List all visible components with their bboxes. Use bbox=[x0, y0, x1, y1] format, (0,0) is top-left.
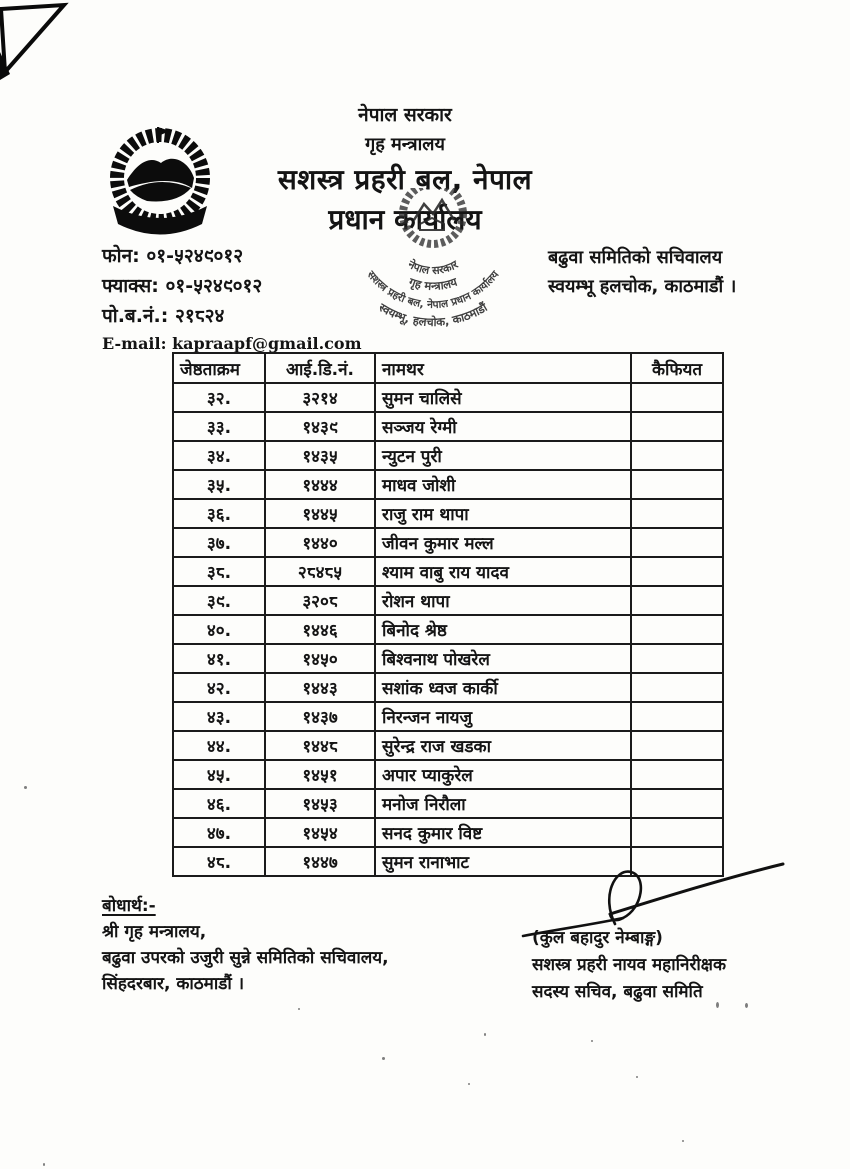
cell-id-number: १४४७ bbox=[265, 847, 375, 876]
cell-name: सशांक ध्वज कार्की bbox=[375, 673, 631, 702]
email-label: E-mail: bbox=[102, 334, 167, 353]
header-name: नामथर bbox=[375, 353, 631, 383]
table-row bbox=[173, 470, 723, 499]
scan-speck bbox=[636, 1076, 638, 1078]
copy-to-heading: बोधार्थ:- bbox=[102, 896, 156, 916]
cell-id-number: १४५३ bbox=[265, 789, 375, 818]
signatory-name: (कुल बहादुर नेम्बाङ्ग) bbox=[532, 928, 663, 948]
secretariat-block bbox=[548, 243, 736, 301]
svg-text:नेपाल सरकार bbox=[405, 256, 461, 277]
cell-name: राजु राम थापा bbox=[375, 499, 631, 528]
table-row bbox=[173, 557, 723, 586]
table-row bbox=[173, 412, 723, 441]
phone-line: फोन: ०१-५२४९०१२ bbox=[102, 245, 244, 267]
cell-seniority: ३२. bbox=[173, 383, 265, 412]
stamp-text-ministry: गृह मन्त्रालय bbox=[407, 274, 459, 294]
cell-seniority: ३९. bbox=[173, 586, 265, 615]
cell-id-number: १४५४ bbox=[265, 818, 375, 847]
cell-id-number: १४४३ bbox=[265, 673, 375, 702]
cell-remarks bbox=[631, 673, 723, 702]
cell-name: निरन्जन नायजु bbox=[375, 702, 631, 731]
pobox-line: पो.ब.नं.: २१८२४ bbox=[102, 305, 225, 327]
folded-corner-artifact bbox=[0, 0, 75, 85]
cell-seniority: ३८. bbox=[173, 557, 265, 586]
contact-block bbox=[102, 241, 362, 357]
table-row bbox=[173, 586, 723, 615]
cell-name: न्युटन पुरी bbox=[375, 441, 631, 470]
cell-name: श्याम वाबु राय यादव bbox=[375, 557, 631, 586]
cell-name: सनद कुमार विष्ट bbox=[375, 818, 631, 847]
fax-line: फ्याक्स: ०१-५२४९०१२ bbox=[102, 275, 263, 297]
copy-to-line2: बढुवा उपरको उजुरी सुन्ने समितिको सचिवालय, bbox=[102, 948, 389, 968]
cell-seniority: ४५. bbox=[173, 760, 265, 789]
cell-name: सञ्जय रेग्मी bbox=[375, 412, 631, 441]
table-row bbox=[173, 499, 723, 528]
cell-seniority: ३३. bbox=[173, 412, 265, 441]
table-row bbox=[173, 383, 723, 412]
cell-name: सुमन चालिसे bbox=[375, 383, 631, 412]
cell-remarks bbox=[631, 528, 723, 557]
email-address: kapraapf@gmail.com bbox=[172, 334, 362, 353]
table-row bbox=[173, 644, 723, 673]
table-row bbox=[173, 760, 723, 789]
apf-emblem-icon bbox=[101, 126, 219, 244]
cell-remarks bbox=[631, 731, 723, 760]
cell-id-number: १४३७ bbox=[265, 702, 375, 731]
letterhead-government: नेपाल सरकार bbox=[358, 104, 452, 126]
cell-remarks bbox=[631, 789, 723, 818]
cell-seniority: ४८. bbox=[173, 847, 265, 876]
cell-remarks bbox=[631, 499, 723, 528]
cell-name: सुमन रानाभाट bbox=[375, 847, 631, 876]
cell-id-number: १४३५ bbox=[265, 441, 375, 470]
secretariat-line1: बढुवा समितिको सचिवालय bbox=[548, 247, 723, 268]
letterhead-office: प्रधान कार्यालय bbox=[328, 203, 482, 237]
cell-id-number: ३२०८ bbox=[265, 586, 375, 615]
cell-name: रोशन थापा bbox=[375, 586, 631, 615]
cell-name: बिश्वनाथ पोखरेल bbox=[375, 644, 631, 673]
cell-id-number: १४५० bbox=[265, 644, 375, 673]
cell-seniority: ४७. bbox=[173, 818, 265, 847]
scan-speck bbox=[745, 1003, 748, 1008]
cell-name: बिनोद श्रेष्ठ bbox=[375, 615, 631, 644]
cell-remarks bbox=[631, 383, 723, 412]
table-row bbox=[173, 673, 723, 702]
copy-to-block bbox=[102, 893, 389, 997]
cell-remarks bbox=[631, 557, 723, 586]
cell-seniority: ३४. bbox=[173, 441, 265, 470]
cell-id-number: ३२१४ bbox=[265, 383, 375, 412]
cell-remarks bbox=[631, 586, 723, 615]
table-row bbox=[173, 789, 723, 818]
scan-speck bbox=[484, 1033, 486, 1036]
cell-name: अपार प्याकुरेल bbox=[375, 760, 631, 789]
secretariat-line2: स्वयम्भू हलचोक, काठमाडौं । bbox=[548, 276, 737, 297]
table-row bbox=[173, 731, 723, 760]
letterhead-organization: सशस्त्र प्रहरी बल, नेपाल bbox=[277, 163, 533, 197]
cell-seniority: ४२. bbox=[173, 673, 265, 702]
scan-speck bbox=[682, 1140, 684, 1142]
header-id-number: आई.डि.नं. bbox=[265, 353, 375, 383]
scan-speck bbox=[382, 1057, 385, 1060]
scan-speck bbox=[591, 1040, 593, 1042]
signatory-role: सदस्य सचिव, बढुवा समिति bbox=[532, 982, 703, 1002]
cell-name: मनोज निरौला bbox=[375, 789, 631, 818]
cell-remarks bbox=[631, 644, 723, 673]
signatory-title: सशस्त्र प्रहरी नायव महानिरीक्षक bbox=[532, 955, 727, 975]
stamp-text-address: स्वयम्भू, हलचोक, काठमाडौं bbox=[376, 300, 490, 330]
stamp-text-government: नेपाल सरकार bbox=[405, 257, 461, 278]
table-row bbox=[173, 441, 723, 470]
table-row bbox=[173, 818, 723, 847]
cell-remarks bbox=[631, 760, 723, 789]
cell-name: सुरेन्द्र राज खडका bbox=[375, 731, 631, 760]
cell-id-number: १४४० bbox=[265, 528, 375, 557]
cell-remarks bbox=[631, 818, 723, 847]
scan-speck bbox=[298, 1008, 300, 1010]
table-row bbox=[173, 702, 723, 731]
table-body bbox=[173, 383, 723, 876]
stamp-text-office: सशस्त्र प्रहरी बल, नेपाल प्रधान कार्यालय bbox=[364, 268, 502, 312]
letterhead-ministry: गृह मन्त्रालय bbox=[365, 133, 445, 155]
cell-name: माधव जोशी bbox=[375, 470, 631, 499]
cell-id-number: १४४८ bbox=[265, 731, 375, 760]
signatory-block bbox=[532, 925, 726, 1006]
cell-remarks bbox=[631, 702, 723, 731]
cell-seniority: ३७. bbox=[173, 528, 265, 557]
scan-speck bbox=[468, 1083, 470, 1085]
table-row bbox=[173, 615, 723, 644]
cell-id-number: १४३९ bbox=[265, 412, 375, 441]
scan-speck bbox=[43, 1163, 45, 1166]
header-remarks: कैफियत bbox=[631, 353, 723, 383]
table-row bbox=[173, 528, 723, 557]
cell-seniority: ३५. bbox=[173, 470, 265, 499]
cell-name: जीवन कुमार मल्ल bbox=[375, 528, 631, 557]
seniority-roster-table bbox=[172, 352, 724, 877]
scan-speck bbox=[24, 786, 27, 789]
cell-seniority: ४६. bbox=[173, 789, 265, 818]
header-seniority: जेष्ठताक्रम bbox=[173, 353, 265, 383]
cell-remarks bbox=[631, 615, 723, 644]
table-header-row bbox=[173, 353, 723, 383]
cell-id-number: १४४५ bbox=[265, 499, 375, 528]
cell-id-number: २८४८५ bbox=[265, 557, 375, 586]
cell-id-number: १४५१ bbox=[265, 760, 375, 789]
cell-remarks bbox=[631, 441, 723, 470]
cell-id-number: १४४६ bbox=[265, 615, 375, 644]
cell-remarks bbox=[631, 412, 723, 441]
cell-remarks bbox=[631, 470, 723, 499]
cell-seniority: ४०. bbox=[173, 615, 265, 644]
copy-to-line3: सिंहदरबार, काठमाडौं । bbox=[102, 974, 245, 994]
cell-seniority: ३६. bbox=[173, 499, 265, 528]
cell-seniority: ४१. bbox=[173, 644, 265, 673]
scan-speck bbox=[716, 1002, 719, 1008]
copy-to-line1: श्री गृह मन्त्रालय, bbox=[102, 922, 207, 942]
cell-id-number: १४४४ bbox=[265, 470, 375, 499]
cell-seniority: ४४. bbox=[173, 731, 265, 760]
cell-seniority: ४३. bbox=[173, 702, 265, 731]
